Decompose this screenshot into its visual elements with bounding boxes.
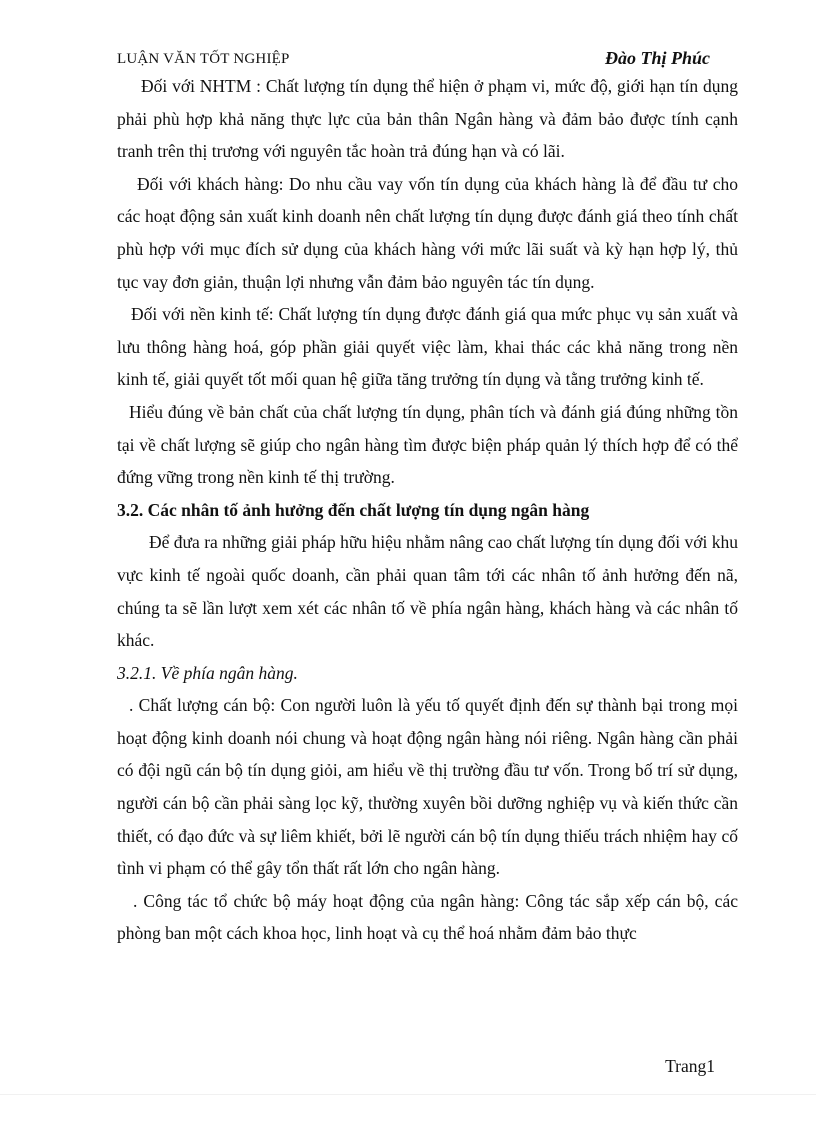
- body-paragraph: Đối với khách hàng: Do nhu cầu vay vốn tín dụng của khách hàng là để đầu tư cho các hoạt động sản xuất kinh doanh nên chất lượng tín dụng được đánh giá theo tính chất phù hợp với mục đích sử dụng của khách hàng với mức lãi suất và kỳ hạn hợp lý, thủ tục vay đơn giản, thuận lợi nhưng vẫn đảm bảo nguyên tác tín dụng.: [117, 173, 738, 292]
- document-body: [117, 70, 738, 950]
- page-bottom-divider: [0, 1094, 816, 1095]
- page-number: Trang1: [665, 1056, 715, 1076]
- subsection-heading: 3.2.1. Về phía ngân hàng.: [117, 662, 298, 683]
- body-paragraph: . Chất lượng cán bộ: Con người luôn là yếu tố quyết định đến sự thành bại trong mọi hoạt động kinh doanh nói chung và hoạt động ngân hàng nói riêng. Ngân hàng cần phải có đội ngũ cán bộ tín dụng giỏi, am hiểu về thị trường đầu tư vốn. Trong bố trí sử dụng, người cán bộ cần phải sàng lọc kỹ, thường xuyên bồi dưỡng nghiệp vụ và kiến thức cần thiết, có đạo đức và sự liêm khiết, bởi lẽ người cán bộ tín dụng thiếu trách nhiệm hay cố tình vi phạm có thể gây tổn thất rất lớn cho ngân hàng.: [117, 695, 738, 879]
- header-author: Đào Thị Phúc: [604, 48, 710, 68]
- body-paragraph: Để đưa ra những giải pháp hữu hiệu nhằm nâng cao chất lượng tín dụng đối với khu vực kinh tế ngoài quốc doanh, cần phải quan tâm tới các nhân tố ảnh hưởng đến nã, chúng ta sẽ lần lượt xem xét các nhân tố về phía ngân hàng, khách hàng và các nhân tố khác.: [117, 532, 738, 651]
- body-paragraph: Đối với NHTM : Chất lượng tín dụng thể hiện ở phạm vi, mức độ, giới hạn tín dụng phải phù hợp khả năng thực lực của bản thân Ngân hàng và đảm bảo được tính cạnh tranh trên thị trương với nguyên tắc hoàn trả đúng hạn và có lãi.: [117, 76, 738, 162]
- body-paragraph: Đối với nền kinh tế: Chất lượng tín dụng được đánh giá qua mức phục vụ sản xuất và lưu thông hàng hoá, góp phần giải quyết việc làm, khai thác các khả năng trong nền kinh tế, giải quyết tốt mối quan hệ giữa tăng trưởng tín dụng và tằng trưởng kinh tế.: [117, 304, 738, 390]
- body-paragraph: . Công tác tổ chức bộ máy hoạt động của ngân hàng: Công tác sắp xếp cán bộ, các phòng ban một cách khoa học, linh hoạt và cụ thể hoá nhằm đảm bảo thực: [117, 890, 738, 944]
- body-paragraph: Hiểu đúng về bản chất của chất lượng tín dụng, phân tích và đánh giá đúng những tồn tại về chất lượng sẽ giúp cho ngân hàng tìm được biện pháp quản lý thích hợp để có thể đứng vững trong nền kinh tế thị trường.: [117, 401, 738, 488]
- section-heading: 3.2. Các nhân tố ảnh hưởng đến chất lượng tín dụng ngân hàng: [117, 499, 590, 520]
- header-title: LUẬN VĂN TỐT NGHIỆP: [117, 51, 290, 67]
